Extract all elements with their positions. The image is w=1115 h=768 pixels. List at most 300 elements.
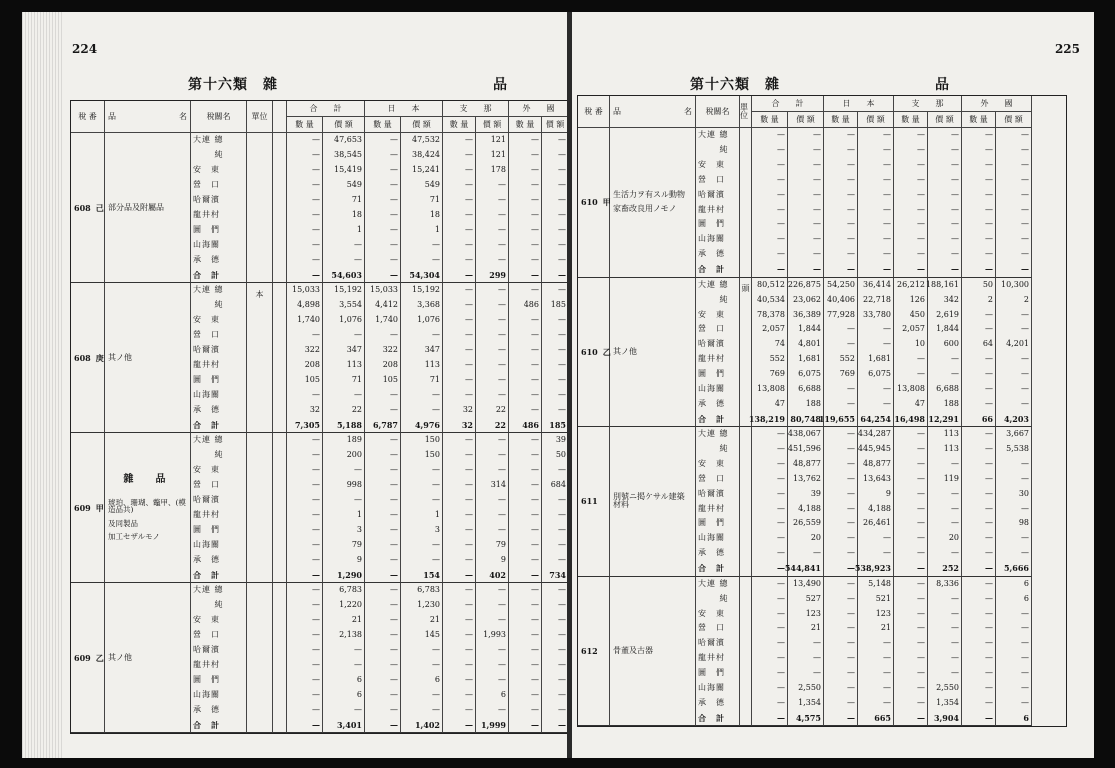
table-value: —	[847, 219, 855, 229]
table-value: —	[498, 345, 506, 355]
table-value: 3,554	[339, 300, 362, 310]
unit-spacer	[247, 198, 272, 212]
table-value: —	[847, 130, 855, 140]
table-value: 226,875	[787, 279, 821, 289]
row-total-value: —	[558, 719, 566, 730]
values	[928, 427, 961, 576]
item-name-cell	[610, 577, 696, 727]
table-value: —	[498, 195, 506, 205]
total-label: 合 計	[698, 413, 725, 424]
table-value: —	[498, 285, 506, 295]
table-value: —	[917, 204, 925, 214]
port-name: 哈爾濱	[193, 195, 220, 205]
table-value: 22	[495, 404, 506, 414]
page-edge-shading	[22, 12, 62, 758]
table-value: 47,653	[334, 135, 362, 145]
table-value: —	[951, 548, 959, 558]
header-foreign-val: 價 額	[542, 117, 569, 133]
unit-spacer	[740, 478, 751, 492]
table-value: 32	[309, 404, 320, 414]
unit-spacer	[247, 418, 272, 432]
table-value: —	[917, 189, 925, 199]
table-value: —	[465, 330, 473, 340]
value-column-china-val	[476, 133, 509, 283]
row-total-value: 4,575	[795, 712, 821, 723]
table-value: —	[985, 160, 993, 170]
port-name: 承 德	[193, 404, 220, 414]
table-value: 6	[500, 689, 506, 699]
table-value: —	[498, 374, 506, 384]
table-value: —	[777, 503, 785, 513]
table-value: 38,545	[334, 150, 362, 160]
row-total-value: —	[312, 719, 320, 730]
table-value: —	[531, 659, 539, 669]
unit-value: 本	[255, 289, 264, 299]
table-value: —	[847, 189, 855, 199]
table-value: 71	[351, 374, 362, 384]
unit-col	[247, 433, 272, 582]
row-total-value: —	[531, 269, 539, 280]
table-value: 18	[429, 209, 440, 219]
tax-code-cell	[578, 128, 610, 278]
values	[509, 583, 541, 732]
table-value: —	[465, 539, 473, 549]
table-value: —	[813, 667, 821, 677]
table-value: —	[985, 503, 993, 513]
table-value: —	[465, 165, 473, 175]
table-value: —	[917, 130, 925, 140]
values	[323, 433, 364, 582]
header-foreign-qty: 數 量	[962, 112, 996, 128]
table-value: —	[465, 450, 473, 460]
values	[401, 583, 442, 732]
tax-subcode: 己	[95, 202, 104, 213]
value-column-foreign-val	[996, 427, 1032, 577]
header-japan: 日 本	[365, 101, 443, 117]
unit-spacer	[740, 600, 751, 614]
table-value: 6,075	[868, 368, 891, 378]
port-list-cell	[191, 433, 247, 583]
table-value: 347	[424, 345, 440, 355]
values	[928, 128, 961, 277]
table-value: —	[847, 383, 855, 393]
table-value: —	[312, 495, 320, 505]
table-value: 13,762	[793, 473, 821, 483]
value-column-japan-val	[854, 427, 894, 577]
table-value: —	[883, 653, 891, 663]
value-column-foreign-val	[996, 278, 1032, 428]
table-value: —	[777, 653, 785, 663]
table-value: 178	[490, 165, 506, 175]
table-value: —	[777, 593, 785, 603]
table-value: —	[558, 345, 566, 355]
table-value: —	[985, 309, 993, 319]
row-total-value: 154	[423, 569, 440, 580]
page-number: 225	[1054, 42, 1080, 56]
right-page	[572, 12, 1094, 758]
port-name: 圖 們	[698, 518, 725, 528]
table-value: —	[917, 368, 925, 378]
value-column-foreign-qty	[509, 283, 542, 433]
table-value: —	[390, 239, 398, 249]
header-japan-val: 價 額	[401, 117, 443, 133]
table-value: —	[390, 150, 398, 160]
row-total-value: —	[558, 269, 566, 280]
value-column-total-qty	[287, 583, 323, 733]
table-value: —	[465, 689, 473, 699]
table-value: —	[498, 645, 506, 655]
table-value: —	[354, 659, 362, 669]
unit-spacer	[740, 614, 751, 628]
total-label: 合 計	[193, 269, 220, 280]
table-value: 10,300	[1001, 279, 1029, 289]
table-value: —	[985, 249, 993, 259]
port-name: 大連 總	[698, 130, 729, 140]
table-value: 77,928	[827, 309, 855, 319]
table-value: —	[558, 150, 566, 160]
unit-cell	[740, 427, 752, 577]
table-value: 208	[382, 359, 398, 369]
item-name-line: 生活力ヲ有スル動物	[613, 190, 685, 200]
table-value: —	[985, 548, 993, 558]
table-value: 5,148	[868, 578, 891, 588]
row-total-value: 22	[494, 419, 506, 430]
table-value: —	[465, 495, 473, 505]
table-value: —	[1021, 653, 1029, 663]
table-value: —	[917, 234, 925, 244]
table-value: —	[883, 174, 891, 184]
port-name: 大連 總	[193, 435, 224, 445]
header-foreign-val: 價 額	[996, 112, 1032, 128]
table-value: —	[813, 638, 821, 648]
table-value: —	[390, 450, 398, 460]
table-value: —	[1021, 459, 1029, 469]
table-value: —	[465, 704, 473, 714]
unit-cell	[247, 283, 273, 433]
table-value: —	[531, 404, 539, 414]
port-list	[696, 278, 739, 427]
table-value: 4,201	[1006, 339, 1029, 349]
table-value: 13,643	[863, 473, 891, 483]
tax-code: 610	[581, 346, 598, 357]
unit-spacer	[740, 506, 751, 520]
header-japan-qty: 數 量	[365, 117, 401, 133]
page-title-main: 第十六類 雜	[690, 77, 780, 93]
row-total-value: —	[1021, 264, 1029, 275]
header-china-qty: 數 量	[894, 112, 928, 128]
header-total-val: 價 額	[323, 117, 365, 133]
item-name-line: 其ノ他	[108, 652, 132, 662]
header-china: 支 那	[443, 101, 509, 117]
table-value: 684	[550, 480, 566, 490]
table-value: —	[312, 435, 320, 445]
unit-spacer	[247, 540, 272, 554]
table-value: —	[390, 645, 398, 655]
item-name-line: 家畜改良用ノモノ	[613, 204, 677, 214]
table-value: 314	[490, 480, 506, 490]
table-value: —	[883, 324, 891, 334]
value-column-china-val	[925, 278, 962, 428]
table-value: —	[985, 518, 993, 528]
row-total-value: —	[390, 269, 398, 280]
value-column-china-qty	[894, 128, 928, 278]
table-value: 4,412	[375, 300, 398, 310]
table-value: —	[465, 615, 473, 625]
unit-spacer	[247, 498, 272, 512]
port-name: 山海關	[698, 383, 725, 393]
table-value: —	[531, 315, 539, 325]
values	[287, 583, 322, 732]
table-value: —	[465, 180, 473, 190]
tax-code: 608	[74, 202, 91, 213]
port-name: 純	[193, 300, 224, 310]
table-value: 1,844	[936, 324, 959, 334]
table-value: —	[883, 638, 891, 648]
table-value: —	[985, 219, 993, 229]
table-value: —	[813, 249, 821, 259]
table-value: —	[1021, 608, 1029, 618]
table-value: —	[498, 585, 506, 595]
table-value: 15,419	[334, 165, 362, 175]
table-value: 188	[805, 398, 821, 408]
port-name: 圖 們	[193, 674, 220, 684]
port-name: 大連 總	[193, 285, 224, 295]
table-value: —	[558, 389, 566, 399]
row-total-value: 5,188	[336, 419, 362, 430]
port-name: 營 口	[698, 174, 725, 184]
tax-code-cell	[71, 433, 105, 583]
row-total-value: —	[531, 719, 539, 730]
table-value: —	[465, 374, 473, 384]
row-total-value: 1,290	[336, 569, 362, 580]
table-value: —	[390, 254, 398, 264]
table-value: —	[312, 209, 320, 219]
row-total-value: 16,498	[894, 413, 925, 424]
values	[752, 128, 787, 277]
unit-spacer	[247, 184, 272, 198]
values	[996, 577, 1031, 726]
table-value: 150	[424, 450, 440, 460]
table-value: —	[558, 674, 566, 684]
table-value: —	[917, 160, 925, 170]
unit-cell	[740, 577, 752, 727]
page-title-end: 品	[935, 77, 950, 93]
table-value: —	[883, 249, 891, 259]
table-value: —	[847, 503, 855, 513]
row-total-value: 185	[549, 419, 566, 430]
row-total-value: —	[465, 569, 473, 580]
values	[443, 283, 475, 432]
table-value: —	[813, 145, 821, 155]
table-value: —	[951, 593, 959, 603]
header-unit: 單位	[247, 101, 273, 133]
table-value: —	[531, 330, 539, 340]
header-item-label: 品	[108, 111, 116, 121]
value-column-total-qty	[287, 283, 323, 433]
table-value: —	[917, 623, 925, 633]
row-total-value: —	[390, 719, 398, 730]
table-value: —	[951, 638, 959, 648]
row-total-value: 5,666	[1003, 563, 1029, 574]
unit-spacer	[740, 221, 751, 235]
table-value: —	[465, 480, 473, 490]
value-column-china-qty	[894, 577, 928, 727]
values	[287, 133, 322, 282]
total-label: 合 計	[698, 712, 725, 723]
table-value: —	[312, 689, 320, 699]
table-value: 79	[351, 539, 362, 549]
table-value: —	[558, 630, 566, 640]
table-value: —	[312, 330, 320, 340]
value-column-foreign-qty	[962, 278, 996, 428]
table-value: —	[465, 209, 473, 219]
tax-subcode: 甲	[95, 502, 104, 513]
table-value: 98	[1018, 518, 1029, 528]
row-total-value: 3,401	[336, 719, 362, 730]
table-value: —	[312, 165, 320, 175]
port-list-cell	[191, 133, 247, 283]
unit-col	[247, 283, 272, 432]
unit-col	[740, 427, 751, 576]
unit-spacer	[247, 648, 272, 662]
table-value: 342	[943, 294, 959, 304]
values	[824, 427, 857, 576]
values	[323, 133, 364, 282]
port-name: 安 東	[698, 459, 725, 469]
table-value: —	[312, 195, 320, 205]
row-filler	[273, 133, 287, 283]
unit-spacer	[247, 306, 272, 320]
table-value: —	[498, 315, 506, 325]
unit-value: 頭	[741, 284, 750, 294]
table-value: 347	[346, 345, 362, 355]
unit-spacer	[247, 704, 272, 718]
port-name: 純	[698, 593, 729, 603]
unit-spacer	[740, 235, 751, 249]
table-value: —	[558, 539, 566, 549]
unit-value	[740, 577, 751, 600]
unit-spacer	[247, 254, 272, 268]
table-value: 50	[982, 279, 993, 289]
table-value: 6	[356, 674, 362, 684]
table-value: 54,250	[827, 279, 855, 289]
table-value: —	[390, 389, 398, 399]
table-value: —	[498, 300, 506, 310]
table-value: —	[883, 682, 891, 692]
tax-subcode: 乙	[95, 652, 104, 663]
table-value: —	[883, 533, 891, 543]
row-total-value: —	[883, 264, 891, 275]
table-value: —	[390, 630, 398, 640]
value-column-total-qty	[287, 133, 323, 283]
table-value: —	[465, 195, 473, 205]
table-value: —	[1021, 667, 1029, 677]
values	[476, 283, 508, 432]
port-name: 安 東	[698, 309, 725, 319]
port-name: 純	[193, 150, 224, 160]
table-value: —	[917, 638, 925, 648]
port-list	[191, 283, 246, 432]
table-value: 769	[839, 368, 855, 378]
port-name: 圖 們	[698, 667, 725, 677]
row-total-value: —	[312, 569, 320, 580]
table-value: —	[432, 659, 440, 669]
table-value: —	[354, 239, 362, 249]
table-value: —	[917, 578, 925, 588]
value-column-japan-val	[858, 278, 894, 428]
table-value: —	[465, 359, 473, 369]
table-value: 2,057	[902, 324, 925, 334]
tax-code-cell	[71, 283, 105, 433]
unit-spacer	[740, 655, 751, 669]
values	[925, 278, 961, 427]
row-total-value: 12,291	[928, 413, 959, 424]
table-value: —	[951, 204, 959, 214]
table-value: —	[985, 398, 993, 408]
table-value: 6,688	[798, 383, 821, 393]
table-value: 1,740	[375, 315, 398, 325]
values	[476, 583, 508, 732]
table-value: —	[498, 239, 506, 249]
table-value: 32	[462, 404, 473, 414]
table-value: —	[847, 518, 855, 528]
value-column-total-val	[323, 583, 365, 733]
table-value: —	[777, 473, 785, 483]
table-value: 71	[429, 374, 440, 384]
table-value: —	[432, 480, 440, 490]
table-value: —	[531, 239, 539, 249]
table-value: 36,414	[863, 279, 891, 289]
table-value: 15,192	[334, 285, 362, 295]
row-total-value: 299	[489, 269, 506, 280]
table-value: —	[432, 689, 440, 699]
table-value: —	[985, 638, 993, 648]
table-value: 6,783	[417, 585, 440, 595]
table-value: —	[312, 704, 320, 714]
unit-spacer	[740, 193, 751, 207]
table-value: 450	[909, 309, 925, 319]
unit-cell	[740, 278, 752, 428]
port-name: 龍井村	[698, 204, 725, 214]
table-value: —	[531, 509, 539, 519]
table-value: —	[1021, 145, 1029, 155]
value-column-foreign-qty	[509, 133, 542, 283]
table-value: —	[558, 465, 566, 475]
row-total-value: —	[985, 264, 993, 275]
table-value: —	[985, 667, 993, 677]
value-column-china-qty	[443, 583, 476, 733]
table-value: —	[531, 674, 539, 684]
table-value: 13,808	[897, 383, 925, 393]
tax-code-cell	[578, 427, 610, 577]
total-label: 合 計	[698, 563, 725, 574]
table-value: —	[985, 608, 993, 618]
row-total-value: 486	[522, 419, 539, 430]
table-value: —	[498, 674, 506, 684]
row-total-value: —	[917, 712, 925, 723]
value-column-foreign-val	[542, 433, 569, 583]
value-column-foreign-val	[996, 128, 1032, 278]
table-value: 1	[434, 509, 440, 519]
unit-spacer	[740, 450, 751, 464]
item-name-cell	[610, 278, 696, 428]
table-value: —	[847, 533, 855, 543]
values	[365, 283, 400, 432]
port-name: 龍井村	[698, 354, 725, 364]
table-value: —	[917, 488, 925, 498]
table-value: —	[951, 219, 959, 229]
row-total-value: 734	[549, 569, 566, 580]
